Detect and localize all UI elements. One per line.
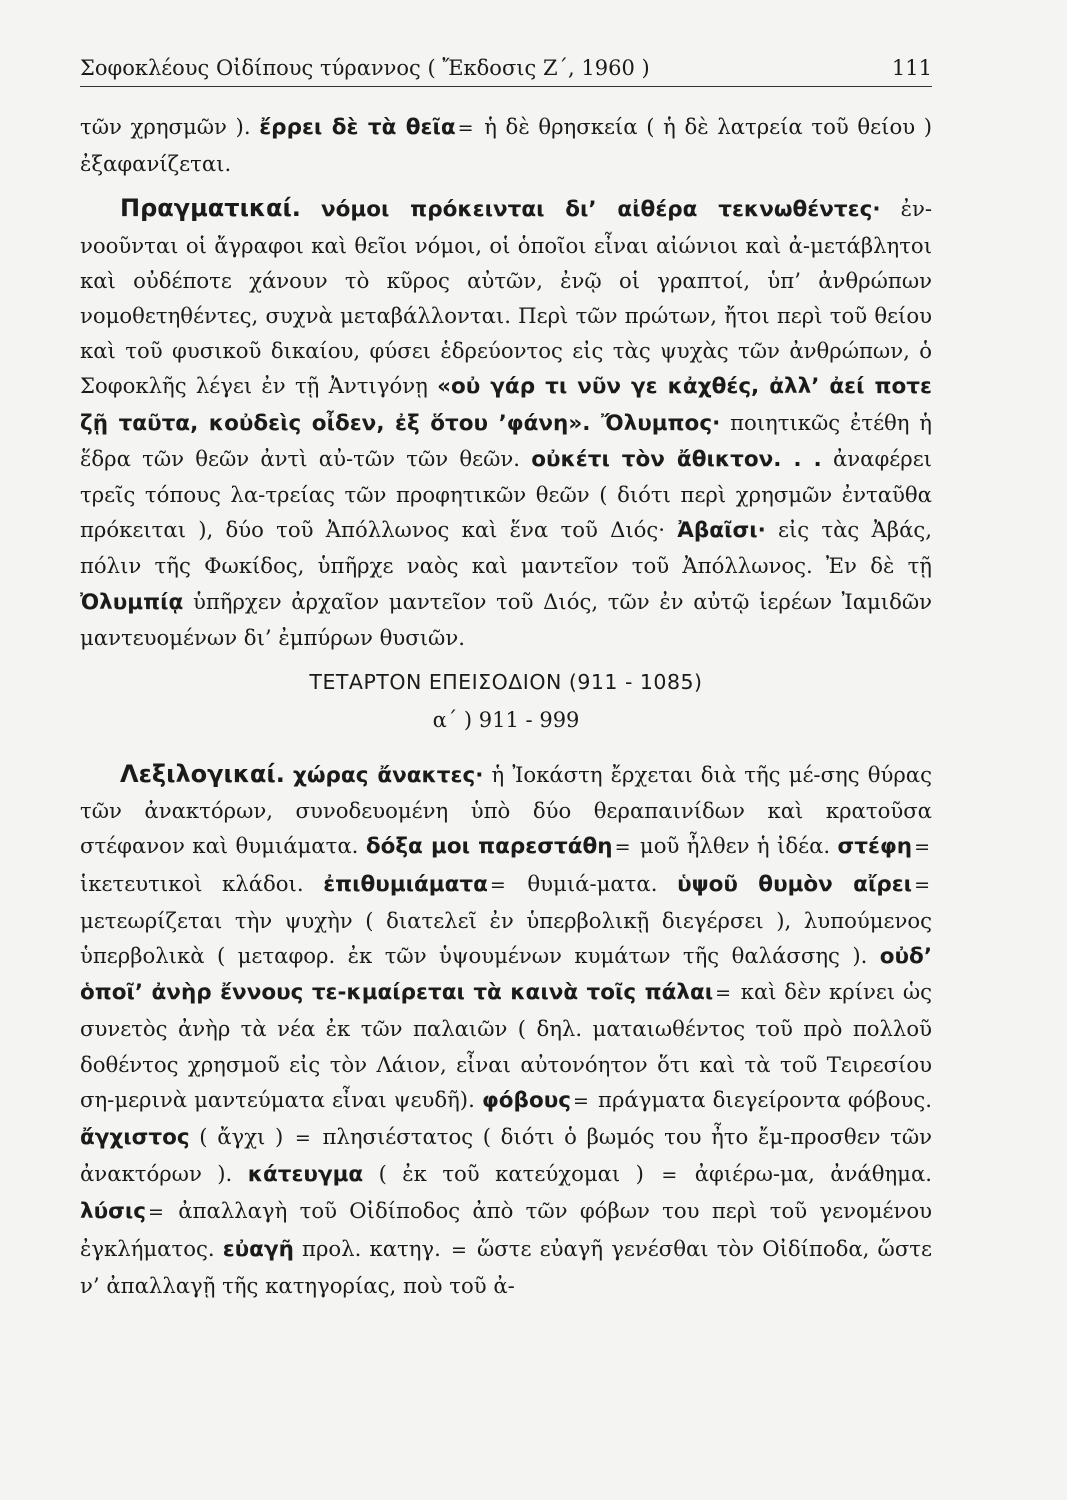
running-title: Σοφοκλέους Οἰδίπους τύραννος ( Ἔκδοσις Ζ΄, 1960 ) <box>80 56 650 80</box>
paragraph-3 <box>80 757 932 1303</box>
text-run: ὥστε εὐαγῆ γενέσθαι τὸν Οἰδίποδα, ὥστε ν’ ἀπαλλαγῇ τῆς κατηγορίας, ποὺ τοῦ ἀ- <box>80 1235 932 1298</box>
text-run: ἀπαλλαγὴ τοῦ Οἰδίποδος ἀπὸ τῶν φόβων του περὶ τοῦ γενομένου ἐγκλήματος. <box>80 1198 932 1261</box>
section-label: Λεξιλογικαί. <box>120 760 285 789</box>
text-run: θυμιά-ματα. <box>507 870 678 896</box>
text-run: ( ἄγχι ) <box>189 1124 293 1150</box>
page-body <box>80 109 932 1303</box>
text-run: πράγματα διεγείροντα φόβους. <box>590 1086 933 1112</box>
lemma: χώρας ἄνακτες· <box>292 763 484 789</box>
lemma: οὐδ’ ὁποῖ’ ἀνὴρ ἔννους τε-κμαίρεται τὰ καινὰ τοῖς πάλαι <box>80 944 932 1006</box>
lemma: ὑψοῦ θυμὸν αἴρει <box>677 871 913 897</box>
text-run: εἰς τὰς Ἀβάς, πόλιν τῆς Φωκίδος, ὑπῆρχε ναὸς καὶ μαντεῖον τοῦ Ἀπόλλωνος. Ἐν δὲ τῇ <box>80 517 932 579</box>
lemma: εὐαγῆ <box>222 1236 294 1262</box>
text-run: μετεωρίζεται τὴν ψυχὴν ( διατελεῖ ἐν ὑπερβολικῇ διεγέρσει ), λυπούμενος ὑπερβολικὰ ( μεταφορ. ἐκ τῶν ὑψουμένων κυμάτων τῆς θαλάσσης ). <box>80 907 932 969</box>
running-head <box>80 56 932 87</box>
text-run: ὑπῆρχεν ἀρχαῖον μαντεῖον τοῦ Διός, τῶν ἐν αὐτῷ ἱερέων Ἰαμιδῶν μαντευομένων δι’ ἐμπύρων θυσιῶν. <box>80 588 932 650</box>
equals-sign: = <box>457 117 474 139</box>
equals-sign: = <box>614 836 631 859</box>
equals-sign: = <box>148 1201 164 1224</box>
text-run: ( ἐκ τοῦ κατεύχομαι ) <box>363 1161 660 1187</box>
lemma: ἐπιθυμιάματα <box>323 871 488 897</box>
equals-sign: = <box>715 982 732 1005</box>
quotation: «οὐ γάρ τι νῦν γε κἀχθές, ἀλλ’ ἀεί ποτε ζῇ ταῦτα, κοὐδεὶς οἶδεν, ἐξ ὅτου ’φάνη». <box>80 374 932 436</box>
text-run: ἡ δὲ θρησκεία ( ἡ δὲ λατρεία τοῦ θείου ) ἐξαφανίζεται. <box>80 114 932 177</box>
equals-sign: = <box>450 1238 467 1261</box>
paragraph-1 <box>80 109 932 181</box>
lemma: νόμοι πρόκεινται δι’ αἰθέρα τεκνωθέντες· <box>321 197 881 223</box>
lemma: φόβους <box>481 1087 571 1113</box>
lemma: Ὄλυμπος· <box>590 410 721 436</box>
page-number: 111 <box>891 56 932 80</box>
text-run: πλησιέστατος ( διότι ὁ βωμός του ἦτο ἔμ-προσθεν τῶν ἀνακτόρων ). <box>80 1124 932 1187</box>
lemma: ἄγχιστος <box>80 1125 190 1151</box>
paragraph-2 <box>80 191 932 655</box>
section-label: Πραγματικαί. <box>120 194 301 223</box>
text-run: ἀφιέρω-μα, ἀνάθημα. <box>679 1161 932 1187</box>
lemma: στέφη <box>837 834 913 860</box>
lemma: κάτευγμα <box>247 1162 364 1188</box>
text-run: ἱκετευτικοὶ κλάδοι. <box>80 870 324 896</box>
equals-sign: = <box>572 1089 589 1112</box>
text-run: ἐν-νοοῦνται οἱ ἄγραφοι καὶ θεῖοι νόμοι, οἱ ὁποῖοι εἶναι αἰώνιοι καὶ ἀ-μετάβλητοι καὶ οὐδέποτε χάνουν τὸ κῦρος αὐτῶν, ἐνῷ οἱ γραπτοί, ὑπ’ ἀνθρώπων νομοθετηθέντες, συχνὰ μεταβάλλονται. Περὶ τῶν πρώτων, ἤτοι περὶ τοῦ θείου καὶ τοῦ φυσικοῦ δικαίου, φύσει ἑδρεύοντος εἰς τὰς ψυχὰς τῶν ἀνθρώπων, ὁ Σοφοκλῆς λέγει ἐν τῇ Ἀντιγόνῃ <box>80 196 932 399</box>
lemma: δόξα μοι παρεστάθη <box>365 834 613 860</box>
text-run: τῶν χρησμῶν ). <box>80 114 260 139</box>
text-run: καὶ δὲν κρίνει ὡς συνετὸς ἀνὴρ τὰ νέα ἐκ τῶν παλαιῶν ( δηλ. ματαιωθέντος τοῦ πρὸ πολλοῦ δοθέντος χρησμοῦ εἰς τὸν Λάιον, εἶναι αὐτονόητον ὅτι καὶ τὰ τοῦ Τειρεσίου ση-μερινὰ μαντεύματα εἶναι ψευδῆ). <box>80 979 932 1112</box>
equals-sign: = <box>294 1127 311 1150</box>
text-run: ποιητικῶς ἐτέθη ἡ ἕδρα τῶν θεῶν ἀντὶ αὐ-τῶν τῶν θεῶν. <box>80 409 932 471</box>
section-heading: ΤΕΤΑΡΤΟΝ ΕΠΕΙΣΟΔΙΟΝ (911 - 1085) <box>309 670 703 695</box>
equals-sign: = <box>489 873 506 896</box>
text-run: ἡ Ἰοκάστη ἔρχεται διὰ τῆς μέ-σης θύρας τῶν ἀνακτόρων, συνοδευομένη ὑπὸ δύο θεραπαινίδων καὶ κρατοῦσα στέφανον καὶ θυμιάματα. <box>80 762 932 859</box>
book-page <box>80 56 932 1303</box>
lemma: λύσις <box>80 1199 146 1225</box>
equals-sign: = <box>661 1164 678 1187</box>
lemma: Ἀβαῖσι· <box>677 518 766 544</box>
lemma: οὐκέτι τὸν ἄθικτον. . . <box>531 446 822 472</box>
text-run: ἀναφέρει τρεῖς τόπους λα-τρείας τῶν προφητικῶν θεῶν ( διότι περὶ χρησμῶν ἐνταῦθα πρόκειται ), δύο τοῦ Ἀπόλλωνος καὶ ἕνα τοῦ Διός· <box>80 445 932 543</box>
lemma: ἔρρει δὲ τὰ θεῖα <box>259 115 456 140</box>
lemma: Ὀλυμπίᾳ <box>80 589 184 615</box>
equals-sign: = <box>914 873 930 896</box>
equals-sign: = <box>914 836 931 859</box>
section-subheading: α΄ ) 911 - 999 <box>432 708 580 733</box>
text-run: μοῦ ἦλθεν ἡ ἰδέα. <box>632 833 838 859</box>
text-run: προλ. κατηγ. <box>293 1235 449 1261</box>
